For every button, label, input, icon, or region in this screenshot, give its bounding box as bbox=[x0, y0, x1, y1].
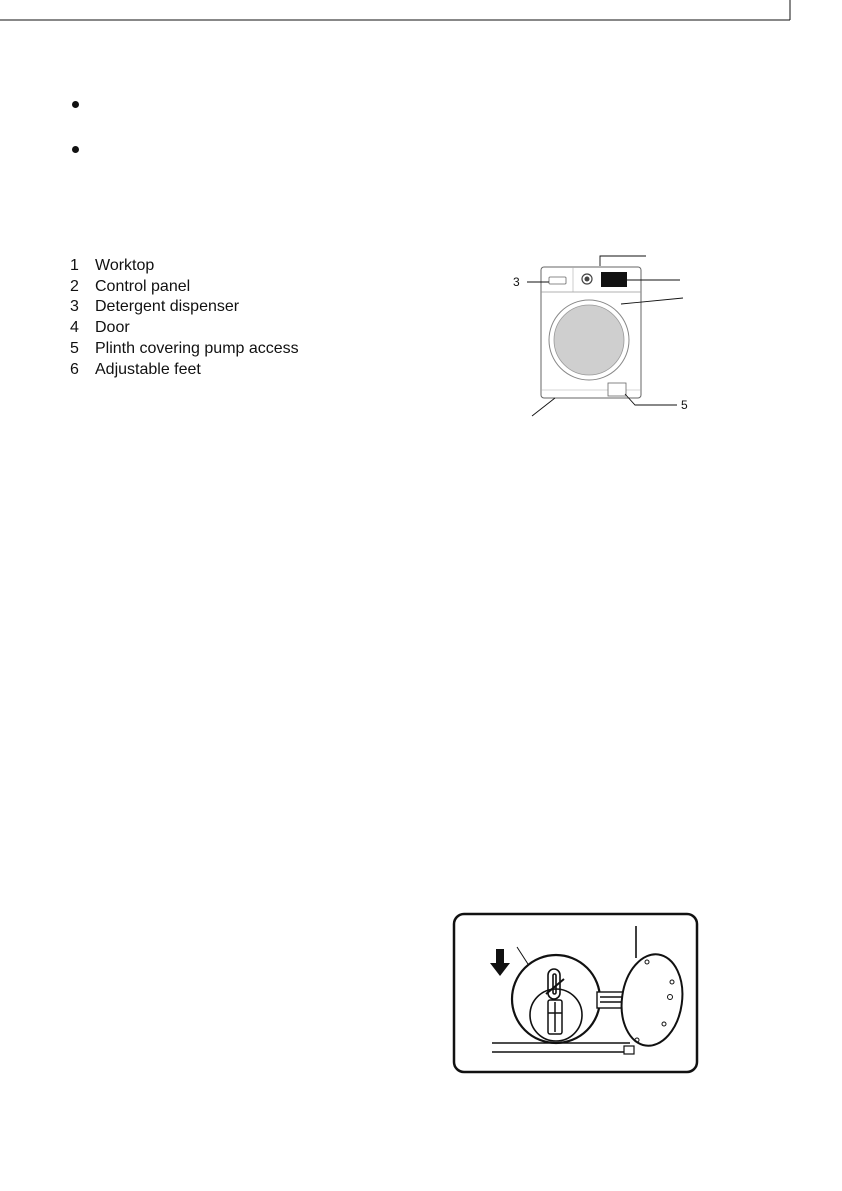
bullet-point bbox=[72, 146, 79, 153]
bullet-point bbox=[72, 101, 79, 108]
item-number: 3 bbox=[70, 298, 79, 315]
item-number: 4 bbox=[70, 318, 79, 336]
item-number: 5 bbox=[70, 340, 79, 357]
list-item bbox=[70, 360, 299, 381]
callout-label: 5 bbox=[681, 398, 688, 412]
callout-label: 3 bbox=[513, 275, 520, 289]
door-latch-diagram bbox=[452, 912, 702, 1077]
item-number: 1 bbox=[70, 257, 79, 274]
list-item bbox=[70, 256, 299, 277]
plinth-panel bbox=[608, 383, 626, 396]
list-item bbox=[70, 339, 299, 360]
list-item bbox=[70, 277, 299, 298]
list-item bbox=[70, 318, 299, 339]
item-label: Adjustable feet bbox=[95, 360, 201, 378]
list-item bbox=[70, 297, 299, 318]
item-label: Worktop bbox=[95, 257, 155, 274]
parts-list bbox=[70, 256, 299, 380]
door-glass bbox=[554, 305, 624, 375]
item-label: Door bbox=[95, 318, 130, 336]
item-label: Plinth covering pump access bbox=[95, 340, 299, 357]
item-number: 6 bbox=[70, 360, 79, 378]
item-label: Control panel bbox=[95, 277, 191, 295]
washing-machine-diagram bbox=[505, 240, 705, 430]
detergent-drawer bbox=[549, 277, 566, 284]
item-label: Detergent dispenser bbox=[95, 298, 240, 315]
display-panel bbox=[601, 272, 627, 287]
item-number: 2 bbox=[70, 277, 79, 295]
top-margin-line bbox=[0, 0, 842, 30]
latch-slot bbox=[548, 1000, 562, 1034]
